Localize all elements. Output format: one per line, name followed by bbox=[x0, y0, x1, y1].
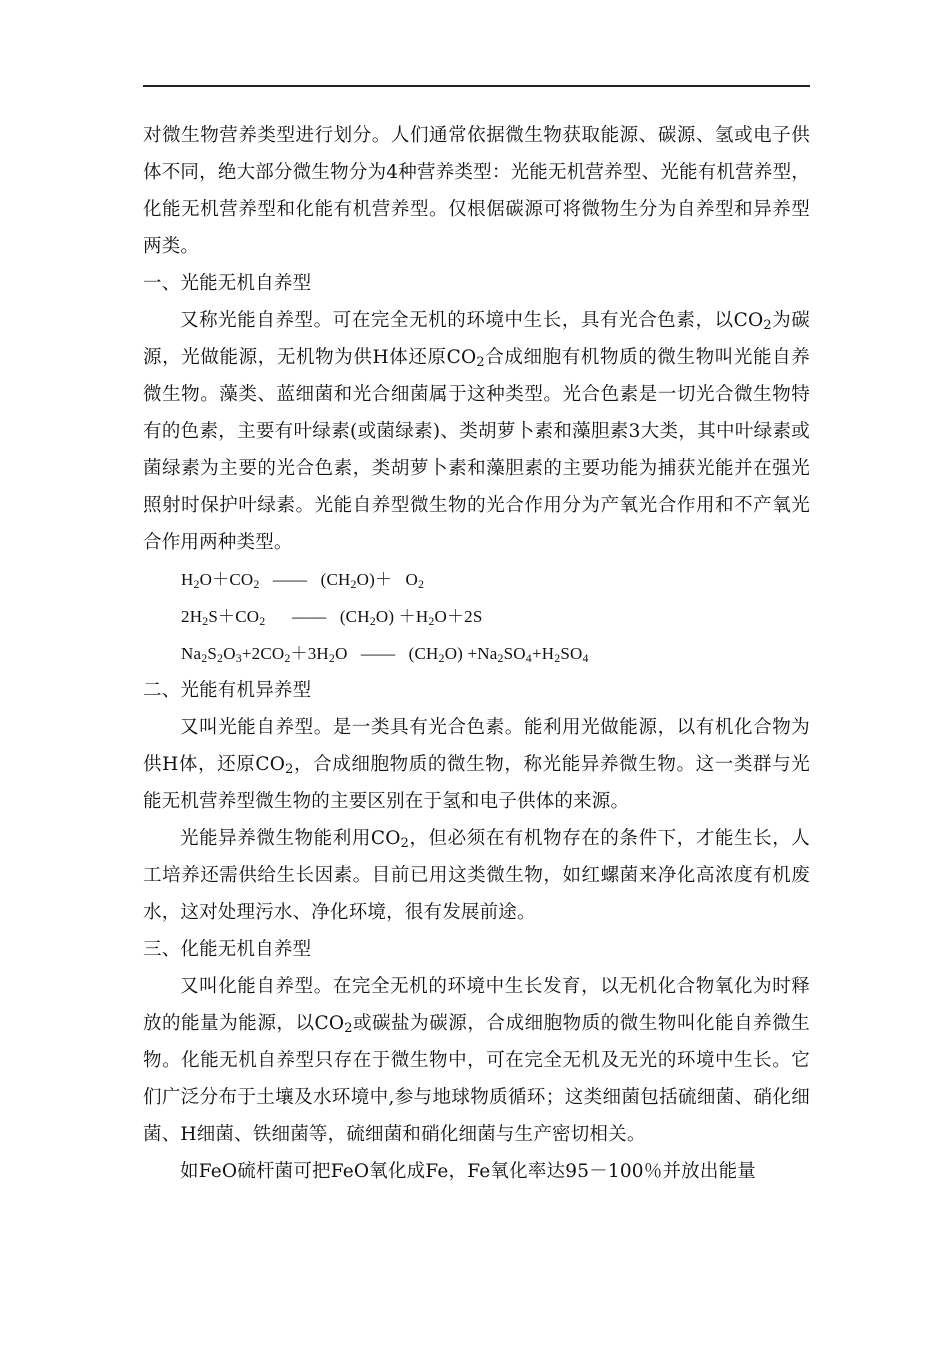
section-3-paragraph-1: 又叫化能自养型。在完全无机的环境中生长发育，以无机化合物氧化为时释放的能量为能源，以$CO_2$或碳盐为碳源，合成细胞物质的微生物叫化能自养微生物。化能无机自养型只存在于微生物中，可在完全无机及无光的环境中生长。它们广泛分布于土壤及水环境中,参与地球物质循环；这类细菌包括硫细菌、硝化细菌、H细菌、铁细菌等，硫细菌和硝化细菌与生产密切相关。 bbox=[143, 976, 810, 1145]
section-2-paragraph-2: 光能异养微生物能利用$CO_2$，但必须在有机物存在的条件下，才能生长，人工培养还需供给生长因素。目前已用这类微生物，如红螺菌来净化高浓度有机废水，这对处理污水、净化环境，很有发展前途。 bbox=[143, 828, 810, 923]
section-1-paragraph: 又称光能自养型。可在完全无机的环境中生长，具有光合色素，以$CO_2$为碳源，光做能源，无机物为供H体还原$CO_2$合成细胞有机物质的微生物叫光能自养微生物。藻类、蓝细菌和光合细菌属于这种类型。光合色素是一切光合微生物特有的色素，主要有叶绿素(或菌绿素)、类胡萝卜素和藻胆素3大类，其中叶绿素或菌绿素为主要的光合色素，类胡萝卜素和藻胆素的主要功能为捕获光能并在强光照射时保护叶绿素。光能自养型微生物的光合作用分为产氧光合作用和不产氧光合作用两种类型。 bbox=[143, 310, 810, 553]
section-2-heading: 二、光能有机异养型 bbox=[143, 680, 312, 701]
section-3-paragraph-2: 如FeO硫杆菌可把FeO氧化成Fe，Fe氧化率达95－100％并放出能量 bbox=[180, 1161, 756, 1182]
header-rule bbox=[143, 85, 810, 87]
equation-2: $2H_2S+CO_2$ —— $(CH_2O) +H_2O+2S$ bbox=[181, 607, 483, 628]
document-body bbox=[143, 117, 810, 1190]
equation-1: $H_2O+CO_2$ —— $(CH_2O)+ O_2$ bbox=[181, 570, 425, 591]
section-1-heading: 一、光能无机自养型 bbox=[143, 273, 312, 294]
intro-paragraph: 对微生物营养类型进行划分。人们通常依据微生物获取能源、碳源、氢或电子供体不同，绝大部分微生物分为4种营养类型：光能无机营养型、光能有机营养型，化能无机营养型和化能有机营养型。仅根倨碳源可将微物生分为自养型和异养型两类。 bbox=[143, 125, 810, 257]
section-2-paragraph-1: 又叫光能自养型。是一类具有光合色素。能利用光做能源，以有机化合物为供H体，还原$CO_2$，合成细胞物质的微生物，称光能异养微生物。这一类群与光能无机营养型微生物的主要区别在于氢和电子供体的来源。 bbox=[143, 717, 810, 812]
section-3-heading: 三、化能无机自养型 bbox=[143, 939, 312, 960]
equation-3: $Na_2S_2O_3+2CO_2+3H_2O$ —— $(CH_2O) +Na_2SO_4+H_2SO_4$ bbox=[181, 644, 589, 665]
